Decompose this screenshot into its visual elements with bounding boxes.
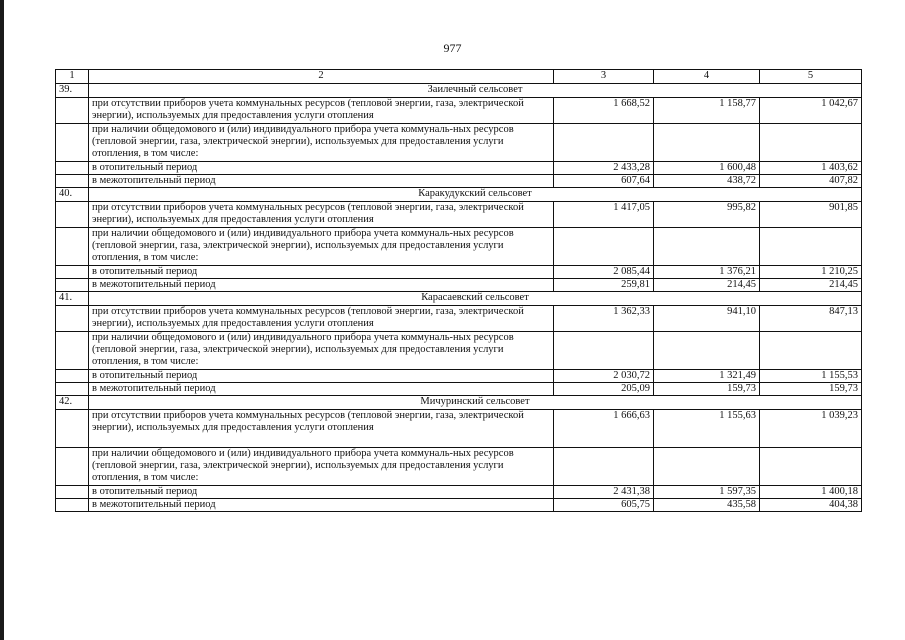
row-description: при отсутствии приборов учета коммунальных ресурсов (тепловой энергии, газа, электрической энергии), используемых для предоставления услуги отопления (89, 202, 554, 228)
page-number: 977 (443, 41, 462, 55)
value-cell-c4: 1 376,21 (654, 266, 760, 279)
value-cell-c3: 607,64 (554, 175, 654, 188)
section-row (56, 84, 862, 98)
value-cell-c3: 2 431,38 (554, 486, 654, 499)
section-row (56, 396, 862, 410)
header-cell: 2 (89, 70, 554, 84)
empty-cell (56, 306, 89, 332)
header-cell: 3 (554, 70, 654, 84)
value-cell-c4: 1 600,48 (654, 162, 760, 175)
value-cell-c4 (654, 124, 760, 162)
empty-cell (56, 202, 89, 228)
table-row (56, 266, 862, 279)
value-cell-c4: 435,58 (654, 499, 760, 512)
empty-cell (56, 98, 89, 124)
row-description: в межотопительный период (89, 383, 554, 396)
value-cell-c3: 2 030,72 (554, 370, 654, 383)
value-cell-c5 (760, 448, 862, 486)
header-cell: 5 (760, 70, 862, 84)
value-cell-c5: 847,13 (760, 306, 862, 332)
value-cell-c4: 1 155,63 (654, 410, 760, 448)
row-description: при отсутствии приборов учета коммунальных ресурсов (тепловой энергии, газа, электрической энергии), используемых для предоставления услуги отопления (89, 410, 554, 448)
value-cell-c4: 159,73 (654, 383, 760, 396)
empty-cell (56, 370, 89, 383)
header-cell: 4 (654, 70, 760, 84)
table-row (56, 98, 862, 124)
header-row (56, 70, 862, 84)
section-row (56, 188, 862, 202)
empty-cell (56, 499, 89, 512)
table-row (56, 448, 862, 486)
section-number: 40. (56, 188, 89, 202)
tariff-table (55, 69, 862, 512)
value-cell-c3 (554, 332, 654, 370)
value-cell-c3: 1 417,05 (554, 202, 654, 228)
row-description: в отопительный период (89, 162, 554, 175)
value-cell-c3: 2 433,28 (554, 162, 654, 175)
value-cell-c5 (760, 124, 862, 162)
row-description: в межотопительный период (89, 175, 554, 188)
value-cell-c3: 1 666,63 (554, 410, 654, 448)
row-description: при наличии общедомового и (или) индивидуального прибора учета коммуналь-ных ресурсов (тепловой энергии, газа, электрической энергии), используемых для предоставления услуги отопления, в том числе: (89, 448, 554, 486)
table-row (56, 175, 862, 188)
value-cell-c4: 1 321,49 (654, 370, 760, 383)
value-cell-c5: 1 210,25 (760, 266, 862, 279)
table-row (56, 279, 862, 292)
value-cell-c3: 1 668,52 (554, 98, 654, 124)
value-cell-c3: 2 085,44 (554, 266, 654, 279)
empty-cell (56, 175, 89, 188)
empty-cell (56, 228, 89, 266)
section-name: Карасаевский сельсовет (89, 292, 862, 306)
empty-cell (56, 410, 89, 448)
section-number: 39. (56, 84, 89, 98)
value-cell-c4: 1 597,35 (654, 486, 760, 499)
scan-edge-line (0, 0, 4, 640)
empty-cell (56, 279, 89, 292)
value-cell-c5: 1 039,23 (760, 410, 862, 448)
empty-cell (56, 332, 89, 370)
section-name: Каракудукский сельсовет (89, 188, 862, 202)
header-cell: 1 (56, 70, 89, 84)
value-cell-c4: 1 158,77 (654, 98, 760, 124)
table-row (56, 332, 862, 370)
row-description: в отопительный период (89, 486, 554, 499)
section-number: 42. (56, 396, 89, 410)
section-name: Мичуринский сельсовет (89, 396, 862, 410)
table-row (56, 124, 862, 162)
value-cell-c5: 407,82 (760, 175, 862, 188)
value-cell-c3: 1 362,33 (554, 306, 654, 332)
value-cell-c4: 438,72 (654, 175, 760, 188)
section-name: Заилечный сельсовет (89, 84, 862, 98)
section-row (56, 292, 862, 306)
empty-cell (56, 486, 89, 499)
table-row (56, 383, 862, 396)
value-cell-c3: 259,81 (554, 279, 654, 292)
value-cell-c4 (654, 228, 760, 266)
row-description: при наличии общедомового и (или) индивидуального прибора учета коммуналь-ных ресурсов (тепловой энергии, газа, электрической энергии), используемых для предоставления услуги отопления, в том числе: (89, 332, 554, 370)
row-description: при наличии общедомового и (или) индивидуального прибора учета коммуналь-ных ресурсов (тепловой энергии, газа, электрической энергии), используемых для предоставления услуги отопления, в том числе: (89, 228, 554, 266)
value-cell-c5: 1 155,53 (760, 370, 862, 383)
value-cell-c5: 1 403,62 (760, 162, 862, 175)
value-cell-c3 (554, 228, 654, 266)
table-row (56, 499, 862, 512)
value-cell-c5 (760, 228, 862, 266)
table-row (56, 202, 862, 228)
value-cell-c3: 605,75 (554, 499, 654, 512)
value-cell-c5: 1 042,67 (760, 98, 862, 124)
row-description: при наличии общедомового и (или) индивидуального прибора учета коммуналь-ных ресурсов (тепловой энергии, газа, электрической энергии), используемых для предоставления услуги отопления, в том числе: (89, 124, 554, 162)
section-number: 41. (56, 292, 89, 306)
value-cell-c4: 995,82 (654, 202, 760, 228)
row-description: в межотопительный период (89, 499, 554, 512)
value-cell-c4 (654, 448, 760, 486)
value-cell-c3 (554, 448, 654, 486)
row-description: при отсутствии приборов учета коммунальных ресурсов (тепловой энергии, газа, электрической энергии), используемых для предоставления услуги отопления (89, 306, 554, 332)
value-cell-c3 (554, 124, 654, 162)
table-row (56, 486, 862, 499)
empty-cell (56, 162, 89, 175)
value-cell-c4 (654, 332, 760, 370)
value-cell-c5 (760, 332, 862, 370)
row-description: при отсутствии приборов учета коммунальных ресурсов (тепловой энергии, газа, электрической энергии), используемых для предоставления услуги отопления (89, 98, 554, 124)
table-row (56, 162, 862, 175)
table-row (56, 410, 862, 448)
table-row (56, 306, 862, 332)
value-cell-c5: 1 400,18 (760, 486, 862, 499)
value-cell-c4: 214,45 (654, 279, 760, 292)
empty-cell (56, 448, 89, 486)
empty-cell (56, 383, 89, 396)
value-cell-c5: 901,85 (760, 202, 862, 228)
value-cell-c4: 941,10 (654, 306, 760, 332)
empty-cell (56, 124, 89, 162)
row-description: в межотопительный период (89, 279, 554, 292)
row-description: в отопительный период (89, 266, 554, 279)
empty-cell (56, 266, 89, 279)
row-description: в отопительный период (89, 370, 554, 383)
value-cell-c3: 205,09 (554, 383, 654, 396)
value-cell-c5: 159,73 (760, 383, 862, 396)
value-cell-c5: 404,38 (760, 499, 862, 512)
value-cell-c5: 214,45 (760, 279, 862, 292)
table-row (56, 370, 862, 383)
table-row (56, 228, 862, 266)
